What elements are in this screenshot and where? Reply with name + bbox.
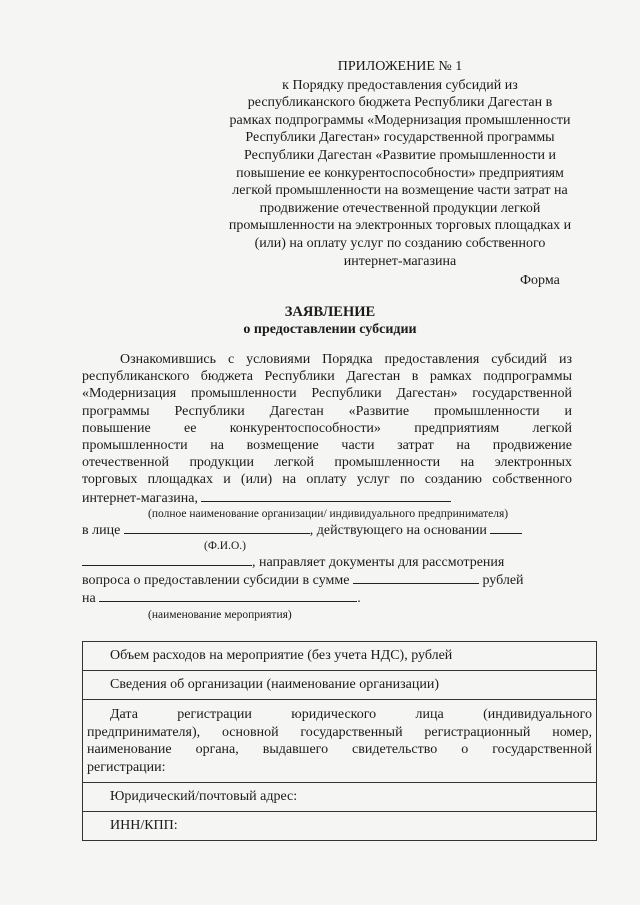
- question-text: вопроса о предоставлении субсидии в сумме: [82, 573, 350, 589]
- table-row: [83, 700, 597, 783]
- appendix-header: [210, 58, 590, 270]
- table-cell[interactable]: [83, 812, 597, 841]
- appendix-line: продвижение отечественной продукции легкой: [259, 200, 541, 216]
- form-label: Форма: [520, 273, 560, 288]
- body-line: республиканского бюджета Республики Дагестан в рамках подпрограммы: [82, 369, 572, 385]
- appendix-line: интернет-магазина: [343, 253, 457, 269]
- cell-text: регистрации:: [87, 759, 166, 775]
- body-line: интернет-магазина,: [82, 490, 198, 506]
- cell-text: наименование органа, выдавшего свидетельство о государственной: [87, 742, 592, 757]
- table-cell[interactable]: [83, 783, 597, 812]
- table-cell[interactable]: [83, 642, 597, 671]
- document-subtitle: о предоставлении субсидии: [243, 322, 417, 337]
- in-person-label: в лице: [82, 522, 121, 538]
- body-line: Ознакомившись с условиями Порядка предоставления субсидий из: [120, 352, 572, 367]
- cell-text: Сведения об организации (наименование организации): [110, 677, 440, 692]
- representative-field[interactable]: [124, 521, 310, 534]
- body-line: торговых площадках и (или) на оплату услуг по созданию собственного: [82, 472, 572, 488]
- org-name-field[interactable]: [201, 489, 451, 502]
- representative-line: [82, 521, 572, 539]
- document-title: ЗАЯВЛЕНИЕ: [284, 304, 376, 320]
- event-note: (наименование мероприятия): [148, 608, 292, 621]
- basis-document-field[interactable]: [82, 553, 252, 566]
- appendix-line: промышленности на электронных торговых площадках и: [228, 218, 572, 234]
- amount-field[interactable]: [353, 571, 479, 584]
- appendix-line: к Порядку предоставления субсидий из: [282, 77, 518, 93]
- rubles-label: рублей: [482, 573, 524, 589]
- body-line: программы Республики Дагестан «Развитие промышленности и: [82, 403, 572, 419]
- cell-text: Дата регистрации юридического лица (индивидуального: [110, 707, 592, 722]
- organization-info-table: [82, 641, 597, 841]
- application-body: [82, 351, 572, 622]
- appendix-line: легкой промышленности на возмещение части затрат на: [232, 183, 568, 199]
- body-line: промышленности на возмещение части затрат на продвижение: [82, 438, 572, 454]
- appendix-line: рамках подпрограммы «Модернизация промышленности: [229, 112, 571, 128]
- table-row: [83, 642, 597, 671]
- table-row: [83, 671, 597, 700]
- table-cell[interactable]: [83, 671, 597, 700]
- appendix-line: повышение ее конкурентоспособности» предприятиям: [236, 165, 564, 181]
- table-row: [83, 783, 597, 812]
- amount-line: [82, 571, 572, 589]
- table-cell[interactable]: [83, 700, 597, 783]
- org-name-line: [82, 489, 572, 507]
- appendix-line: Республики Дагестан «Развитие промышленности и: [244, 147, 556, 163]
- appendix-line: (или) на оплату услуг по созданию собственного: [254, 235, 546, 251]
- cell-text: Объем расходов на мероприятие (без учета НДС), рублей: [110, 648, 453, 663]
- on-label: на: [82, 591, 96, 607]
- appendix-line: республиканского бюджета Республики Дагестан в: [247, 95, 553, 111]
- org-name-note: (полное наименование организации/ индивидуального предпринимателя): [148, 507, 509, 520]
- appendix-line: Республики Дагестан» государственной программы: [245, 130, 555, 146]
- sends-text: , направляет документы для рассмотрения: [252, 555, 505, 571]
- basis-field[interactable]: [490, 521, 522, 534]
- table-row: [83, 812, 597, 841]
- body-line: отечественной продукции легкой промышленности на электронных: [82, 455, 572, 471]
- fio-note: (Ф.И.О.): [204, 540, 246, 553]
- sends-line: [82, 553, 572, 571]
- event-field[interactable]: [99, 589, 357, 602]
- body-line: повышение ее конкурентоспособности» предприятиям легкой: [82, 420, 572, 436]
- appendix-title: ПРИЛОЖЕНИЕ № 1: [337, 59, 463, 74]
- acting-basis-text: , действующего на основании: [309, 522, 487, 538]
- cell-text: Юридический/почтовый адрес:: [110, 789, 298, 804]
- body-line: «Модернизация промышленности Республики Дагестан» государственной: [82, 386, 572, 402]
- cell-text: предпринимателя), основной государственный регистрационный номер,: [87, 724, 592, 740]
- event-line: [82, 589, 572, 607]
- cell-text: ИНН/КПП:: [110, 818, 178, 833]
- document-heading: [0, 303, 640, 339]
- period: .: [357, 591, 361, 607]
